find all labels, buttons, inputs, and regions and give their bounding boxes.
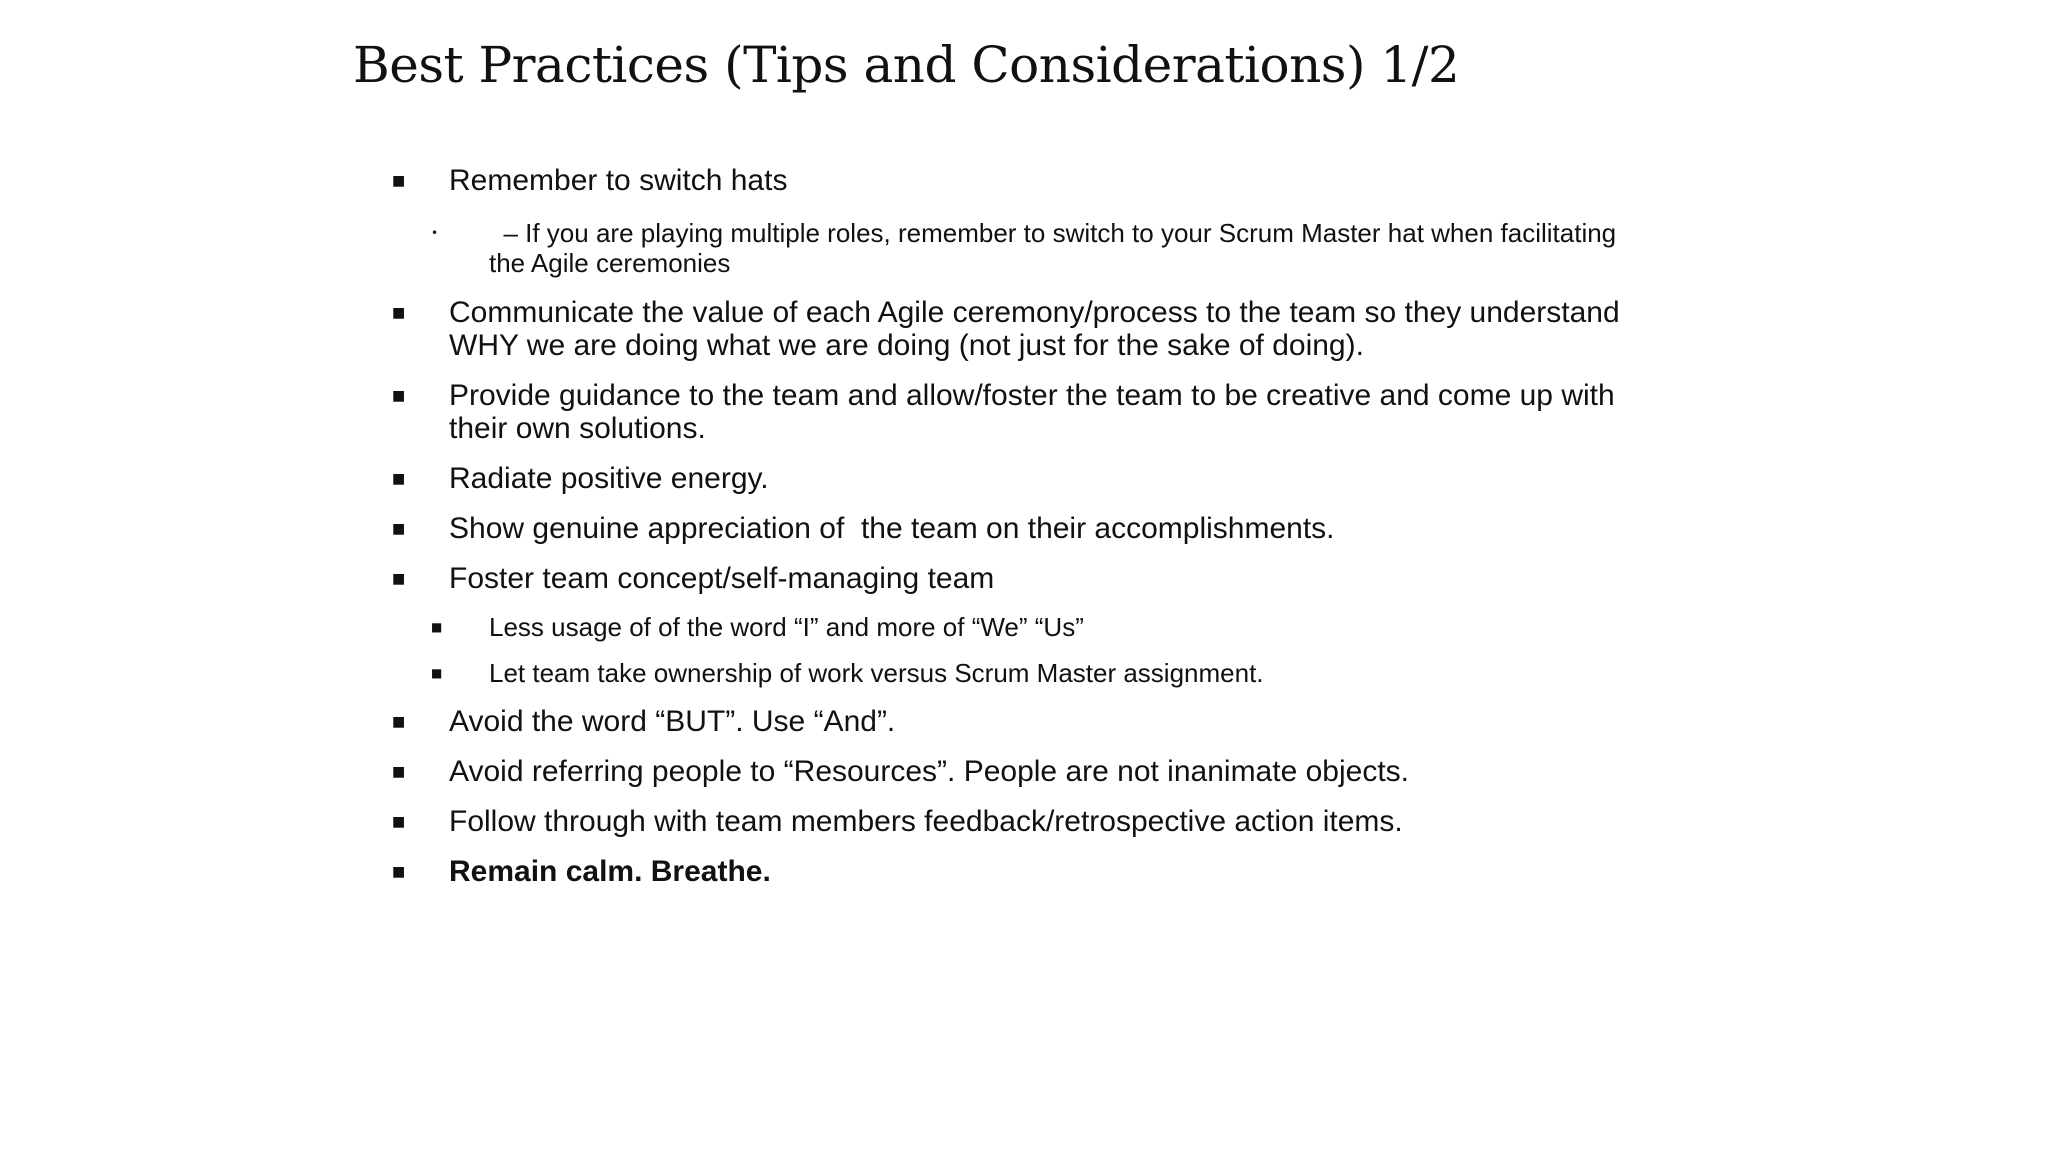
bullet-text-line-2: their own solutions.	[449, 412, 706, 445]
bullet-text: Show genuine appreciation of the team on their accomplishments.	[449, 512, 1335, 545]
square-bullet-icon: ■	[392, 388, 406, 404]
square-bullet-icon: ■	[392, 521, 406, 537]
bullet-text: Let team take ownership of work versus Scrum Master assignment.	[489, 658, 1264, 688]
square-bullet-icon: ■	[392, 864, 406, 880]
bullet-text: Less usage of of the word “I” and more of “We” “Us”	[489, 612, 1084, 642]
square-bullet-icon: ■	[431, 620, 443, 634]
bullet-text-line-1: – If you are playing multiple roles, remember to switch to your Scrum Master hat when facilitating	[489, 218, 1617, 248]
square-bullet-icon: ■	[392, 764, 406, 780]
round-bullet-icon: •	[431, 226, 439, 240]
bullet-text-line-1: Provide guidance to the team and allow/foster the team to be creative and come up with	[449, 379, 1615, 412]
square-bullet-icon: ■	[392, 814, 406, 830]
square-bullet-icon: ■	[392, 305, 406, 321]
bullet-text: Avoid referring people to “Resources”. People are not inanimate objects.	[449, 755, 1409, 788]
square-bullet-icon: ■	[431, 666, 443, 680]
bullet-text: Avoid the word “BUT”. Use “And”.	[449, 705, 896, 738]
bullet-text-line-1: Communicate the value of each Agile ceremony/process to the team so they understand	[449, 296, 1620, 329]
slide-title: Best Practices (Tips and Considerations) 1/2	[353, 36, 1460, 94]
square-bullet-icon: ■	[392, 471, 406, 487]
bullet-text: Radiate positive energy.	[449, 462, 769, 495]
bullet-text: Follow through with team members feedback/retrospective action items.	[449, 805, 1403, 838]
bullet-text: Remember to switch hats	[449, 164, 788, 197]
bullet-text: Remain calm. Breathe.	[449, 855, 771, 888]
square-bullet-icon: ■	[392, 571, 406, 587]
bullet-text-line-2: WHY we are doing what we are doing (not just for the sake of doing).	[449, 329, 1364, 362]
square-bullet-icon: ■	[392, 714, 406, 730]
bullet-text: Foster team concept/self-managing team	[449, 562, 995, 595]
bullet-text-line-2: the Agile ceremonies	[489, 248, 731, 278]
square-bullet-icon: ■	[392, 173, 406, 189]
